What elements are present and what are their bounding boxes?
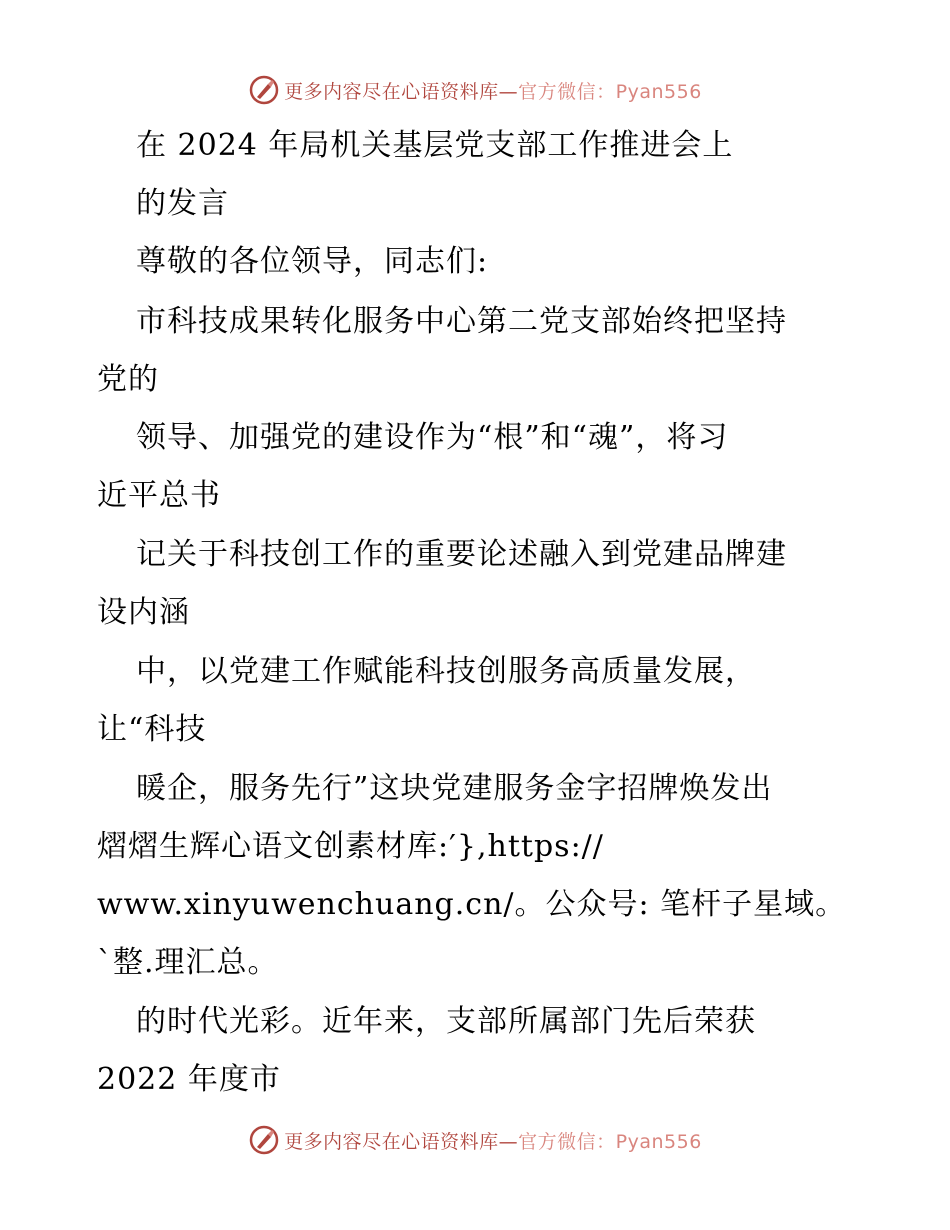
- pen-logo-icon: [248, 1124, 280, 1156]
- banner-text: 更多内容尽在心语资料库—官方微信：Pyan556: [284, 1130, 702, 1153]
- paragraph-line: 让“科技: [97, 712, 207, 747]
- paragraph-line: www.xinyuwenchuang.cn/。公众号: 笔杆子星域。: [97, 887, 847, 922]
- salutation: 尊敬的各位领导，同志们:: [136, 244, 489, 279]
- paragraph-line: 设内涵: [97, 595, 190, 630]
- banner-wechat: 官方微信：Pyan556: [518, 1130, 702, 1153]
- paragraph-line: 的时代光彩。近年来，支部所属部门先后荣获: [136, 1004, 756, 1039]
- paragraph-line: 领导、加强党的建设作为“根”和“魂”，将习: [136, 420, 729, 455]
- paragraph-line: 2022 年度市: [97, 1062, 281, 1097]
- paragraph-line: `整.理汇总。: [97, 945, 279, 980]
- banner-text: 更多内容尽在心语资料库—官方微信：Pyan556: [284, 80, 702, 103]
- paragraph-line: 暖企，服务先行”这块党建服务金字招牌焕发出: [136, 771, 773, 806]
- paragraph-line: 近平总书: [97, 478, 221, 513]
- paragraph-line: 熠熠生辉心语文创素材库:′},https://: [97, 829, 604, 864]
- title-line-1: 在 2024 年局机关基层党支部工作推进会上: [136, 128, 734, 163]
- paragraph-line: 党的: [97, 362, 159, 397]
- paragraph-line: 中，以党建工作赋能科技创服务高质量发展，: [136, 654, 756, 689]
- title-line-2: 的发言: [136, 186, 229, 221]
- paragraph-line: 记关于科技创工作的重要论述融入到党建品牌建: [136, 537, 787, 572]
- footer-banner: [0, 1120, 950, 1160]
- paragraph-line: 市科技成果转化服务中心第二党支部始终把坚持: [136, 304, 787, 339]
- banner-wechat: 官方微信：Pyan556: [518, 80, 702, 103]
